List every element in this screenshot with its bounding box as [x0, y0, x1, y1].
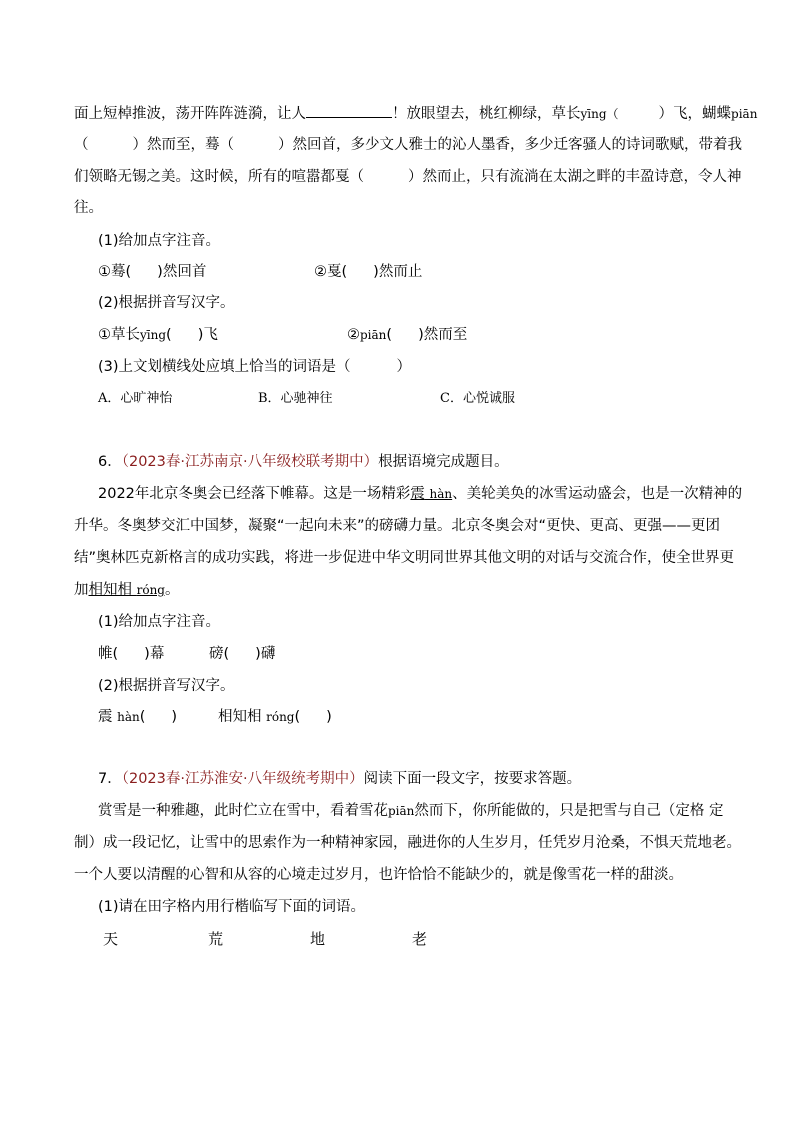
item-text: (	[166, 327, 172, 343]
pinyin: hàn	[429, 487, 453, 501]
q6-sub2-item-1	[98, 707, 177, 727]
item-text: 震	[98, 709, 113, 725]
q5-text: ）飞，蝴蝶	[658, 106, 732, 122]
pinyin: piān	[360, 328, 387, 342]
q5-sub2-item-2	[347, 325, 467, 345]
option-c[interactable]: C．心悦诚服	[440, 391, 515, 406]
item-text: ）	[396, 359, 412, 375]
q5-text: 面上短棹推波，荡开阵阵涟漪，让人	[74, 106, 306, 122]
answer-blank[interactable]	[306, 103, 392, 118]
q5-sub3	[98, 357, 411, 377]
item-text: ①草长	[98, 327, 140, 343]
underlined-word	[89, 582, 165, 598]
q5-text: ）然而止，只有流淌在太湖之畔的丰盈诗意，令人神	[408, 169, 742, 185]
q5-text: ！放眼望去，桃红柳绿，草长	[392, 106, 581, 122]
item-text: )飞	[197, 327, 218, 343]
item-text: ②戛(	[314, 264, 348, 280]
pinyin: piān	[388, 804, 415, 818]
q7-paragraph-line-2: 制）成一段记忆，让雪中的思索作为一种精神家园，融进你的人生岁月，任凭岁月沧桑，不惧天荒地老。	[74, 835, 741, 851]
q5-text: ）然而至，蓦（	[132, 137, 234, 153]
item-text: ①蓦(	[98, 264, 132, 280]
question-source: （2023春·江苏南京·八年级校联考期中）	[121, 454, 379, 470]
q5-paragraph-line-3	[74, 167, 742, 187]
q6-heading	[98, 452, 509, 472]
copy-character: 荒	[208, 930, 224, 948]
item-text: )然而止	[373, 264, 423, 280]
copy-character: 地	[310, 930, 326, 948]
q5-text: ）然回首，多少文人雅士的沁人墨香，多少迁客骚人的诗词歌赋，带着我	[278, 137, 742, 153]
item-text: )然而至	[418, 327, 468, 343]
word-char: 震	[410, 486, 425, 502]
item-text: )礴	[255, 646, 276, 662]
item-text: 磅(	[209, 646, 230, 662]
question-prompt: 根据语境完成题目。	[378, 454, 509, 470]
q5-text: 们领略无锡之美。这时候，所有的喧嚣都戛（	[74, 169, 364, 185]
q5-paragraph-line-1	[74, 103, 757, 124]
q6-sub1-item-2	[209, 644, 275, 664]
q6-text: 加	[74, 582, 89, 598]
item-text: 相知相	[218, 709, 262, 725]
option-b[interactable]: B．心驰神往	[258, 391, 333, 406]
pinyin: hàn	[117, 710, 140, 724]
q6-sub2: (2)根据拼音写汉字。	[98, 678, 235, 694]
word-chars: 相知相	[88, 582, 132, 598]
q5-paragraph-line-4: 往。	[74, 200, 103, 216]
q6-paragraph-line-1	[98, 484, 742, 504]
q6-text: 。	[164, 582, 180, 598]
q6-paragraph-line-2: 升华。冬奥梦交汇中国梦，凝聚“一起向未来”的磅礴力量。北京冬奥会对“更快、更高、更强——更团	[74, 518, 721, 534]
option-a[interactable]: A．心旷神怡	[98, 391, 173, 406]
q6-sub1-item-1	[98, 644, 164, 664]
q6-sub2-item-2	[218, 707, 332, 727]
pinyin: róng	[266, 710, 295, 724]
q5-sub2-item-1	[98, 325, 218, 345]
q5-sub1-item-2	[314, 262, 422, 282]
q7-paragraph-line-1	[98, 801, 724, 821]
pinyin: yīng	[140, 328, 167, 342]
question-number: 7．	[98, 771, 122, 787]
q6-text: 、美轮美奂的冰雪运动盛会，也是一次精神的	[452, 486, 743, 502]
item-text: (	[386, 327, 393, 343]
q7-text: 然而下，你所能做的，只是把雪与自己（定格 定	[414, 803, 724, 819]
item-text: )	[326, 709, 332, 725]
pinyin: yīng（	[580, 107, 619, 121]
q5-paragraph-line-2	[74, 135, 742, 155]
item-text: )然回首	[157, 264, 207, 280]
item-text: )幕	[144, 646, 165, 662]
item-text: 帷(	[98, 646, 119, 662]
item-text: (	[139, 709, 146, 725]
pinyin: róng	[136, 583, 165, 597]
item-text: (3)上文划横线处应填上恰当的词语是（	[98, 359, 351, 375]
q7-text: 赏雪是一种雅趣，此时伫立在雪中，看着雪花	[98, 803, 388, 819]
question-source: （2023春·江苏淮安·八年级统考期中）	[121, 771, 364, 787]
q6-paragraph-line-4	[74, 580, 179, 600]
item-text: )	[171, 709, 178, 725]
q5-sub1-item-1	[98, 262, 206, 282]
question-prompt: 阅读下面一段文字，按要求答题。	[363, 771, 582, 787]
underlined-word	[410, 486, 452, 502]
q6-sub1: (1)给加点字注音。	[98, 614, 221, 630]
q5-sub1: (1)给加点字注音。	[98, 233, 221, 249]
q6-paragraph-line-3: 结”奥林匹克新格言的成功实践，将进一步促进中华文明同世界其他文明的对话与交流合作，使全世界更	[74, 550, 735, 566]
q7-heading	[98, 769, 581, 789]
question-number: 6．	[98, 454, 122, 470]
q5-sub2: (2)根据拼音写汉字。	[98, 295, 235, 311]
copy-character: 老	[412, 930, 428, 948]
q6-text: 2022年北京冬奥会已经落下帷幕。这是一场精彩	[98, 486, 411, 502]
q5-text: （	[74, 137, 89, 153]
q7-sub1: (1)请在田字格内用行楷临写下面的词语。	[98, 899, 366, 915]
copy-character: 天	[103, 930, 119, 948]
item-text: (	[294, 709, 301, 725]
q7-paragraph-line-3: 一个人要以清醒的心智和从容的心境走过岁月，也许恰恰不能缺少的，就是像雪花一样的甜淡。	[74, 867, 683, 883]
pinyin: piān	[731, 107, 758, 121]
item-text: ②	[347, 327, 360, 343]
